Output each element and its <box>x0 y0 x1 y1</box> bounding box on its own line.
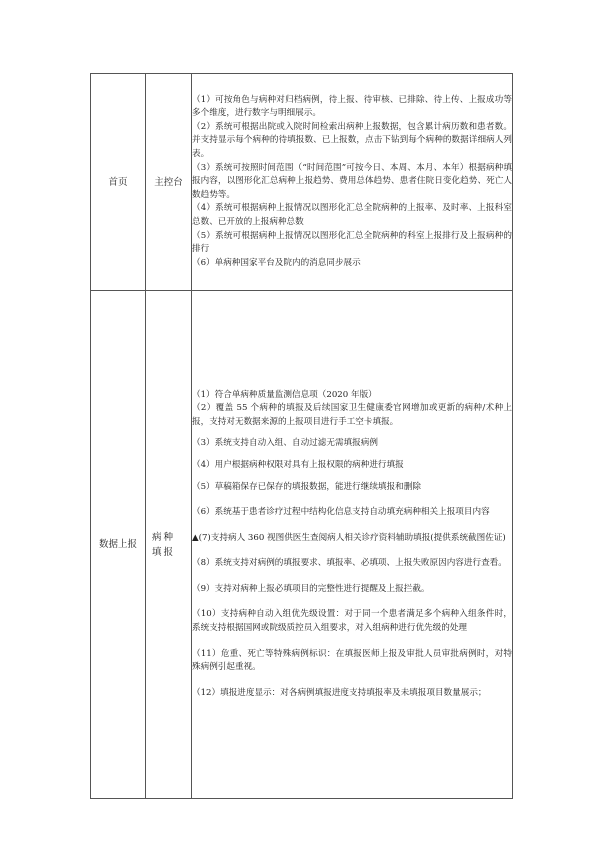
category-cell: 首页 <box>91 74 146 291</box>
list-item: ▲(7)支持病人 360 视图供医生查阅病人相关诊疗资料辅助填报(提供系统截图佐证) <box>192 532 506 543</box>
list-item: （4）用户根据病种权限对具有上报权限的病种进行填报 <box>192 459 404 470</box>
table-row <box>91 291 513 799</box>
list-item: （9）支持对病种上报必填项目的完整性进行提醒及上报拦截。 <box>192 583 430 594</box>
list-item: （2）系统可根据出院或入院时间检索出病种上报数据，包含累计病历数和患者数。并支持显示每个病种的待填报数、已上报数，点击下钻到每个病种的数据详细病人列表。 <box>192 121 512 160</box>
list-item: （6）系统基于患者诊疗过程中结构化信息支持自动填充病种相关上报项目内容 <box>192 507 490 518</box>
list-item: （4）系统可根据病种上报情况以图形化汇总全院病种的上报率、及时率、上报科室总数、已开放的上报病种总数 <box>192 203 512 227</box>
list-item: （12）填报进度显示：对各病例填报进度支持填报率及未填报项目数量展示； <box>192 687 487 698</box>
module-cell: 主控台 <box>146 74 192 291</box>
list-item: （11）危重、死亡等特殊病例标识：在填报医师上报及审批人员审批病例时，对特殊病例引起重视。 <box>192 648 512 673</box>
list-item: （5）系统可根据病种上报情况以图形化汇总全院病种的科室上报排行及上报病种的排行 <box>192 230 512 255</box>
module-cell: 病种填报 <box>146 291 192 799</box>
function-spec-table <box>90 73 513 799</box>
list-item: （3）系统支持自动入组、自动过滤无需填报病例 <box>192 438 378 449</box>
list-item: （1）符合单病种质量监测信息项（2020 年版） <box>192 389 377 400</box>
table-row <box>91 74 513 291</box>
list-item: （3）系统可按照时间范围（“时间范围”可按今日、本周、本月、本年）根据病种填报内容，以图形化汇总病种上报趋势、费用总体趋势、患者住院日变化趋势、死亡人数趋势等。 <box>192 162 512 200</box>
list-item: （1）可按角色与病种对归档病例，待上报、待审核、已排除、待上传、上报成功等多个维度，进行数字与明细展示。 <box>192 94 512 119</box>
category-cell: 数据上报 <box>91 291 146 799</box>
description-cell <box>192 74 513 291</box>
list-item: （8）系统支持对病例的填报要求、填报率、必填项、上报失败原因内容进行查看。 <box>192 558 507 569</box>
description-cell <box>192 291 513 799</box>
list-item: （2）覆盖 55 个病种的填报及后续国家卫生健康委官网增加或更新的病种/术种上报，支持对无数据来源的上报项目进行手工空卡填报。 <box>192 403 512 427</box>
list-item: （5）草稿箱保存已保存的填报数据，能进行继续填报和删除 <box>192 481 421 492</box>
list-item: （10）支持病种自动入组优先级设置：对于同一个患者满足多个病种入组条件时，系统支持根据国网或院级质控员入组要求，对入组病种进行优先级的处理 <box>192 609 512 634</box>
list-item: （6）单病种国家平台及院内的消息同步展示 <box>192 257 361 268</box>
